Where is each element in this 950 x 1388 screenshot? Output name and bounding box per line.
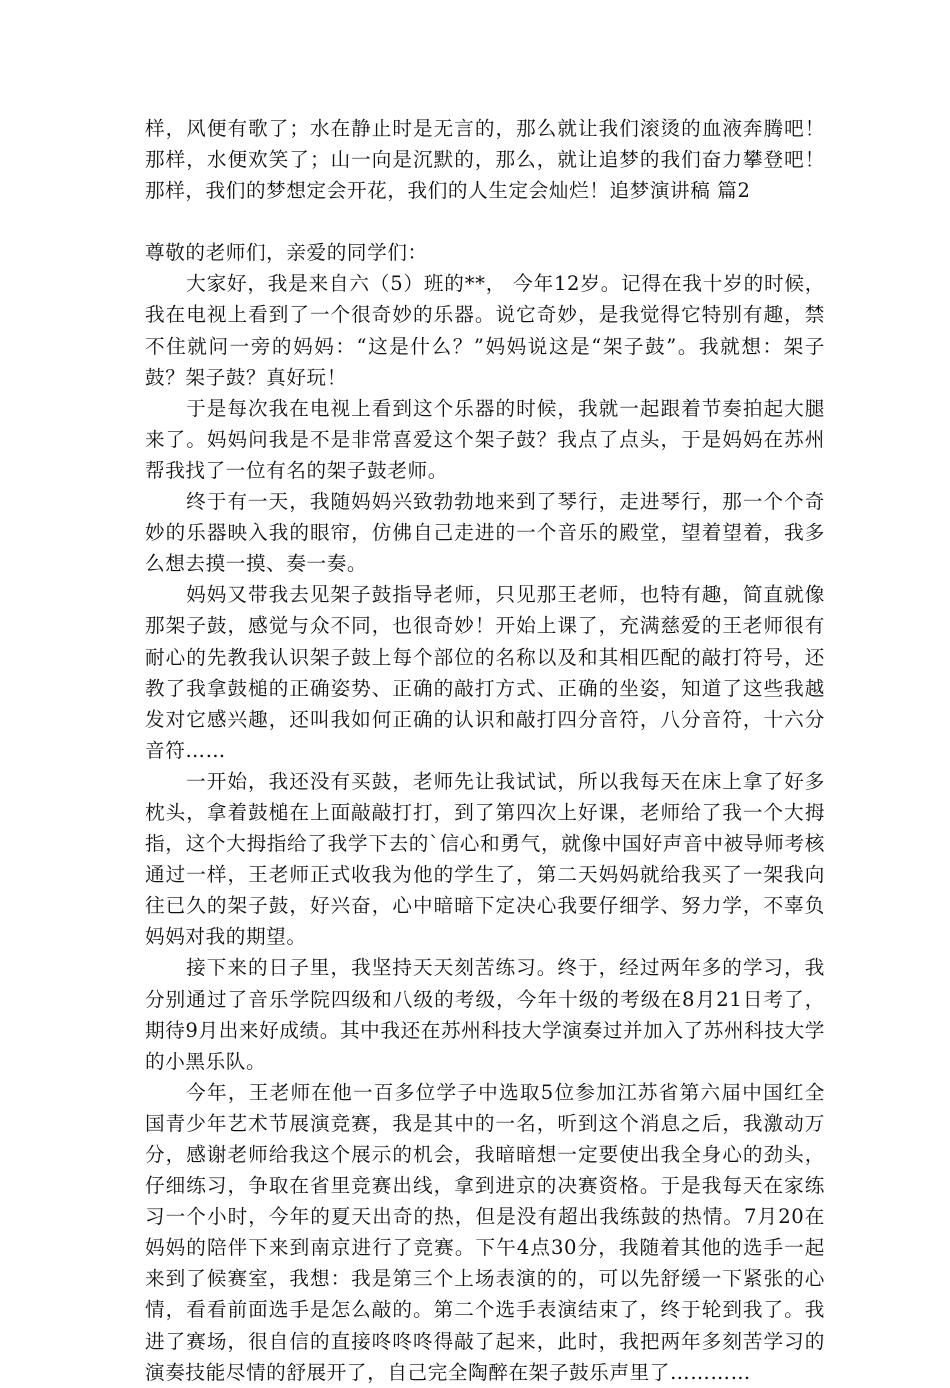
body-paragraph: 终于有一天，我随妈妈兴致勃勃地来到了琴行，走进琴行，那一个个奇妙的乐器映入我的眼帘，仿佛自己走进的一个音乐的殿堂，望着望着，我多么想去摸一摸、奏一奏。 xyxy=(145,490,825,576)
body-paragraph: 今年，王老师在他一百多位学子中选取5位参加江苏省第六届中国红全国青少年艺术节展演竞赛，我是其中的一名，听到这个消息之后，我激动万分，感谢老师给我这个展示的机会，我暗暗想一定要使出我全身心的劲头，仔细练习，争取在省里竞赛出线，拿到进京的决赛资格。于是我每天在家练习一个小时，今年的夏天出奇的热，但是没有超出我练鼓的热情。7月20在妈妈的陪伴下来到南京进行了竞赛。下午4点30分，我随着其他的选手一起来到了候赛室，我想：我是第三个上场表演的的，可以先舒缓一下紧张的心情，看看前面选手是怎么敲的。第二个选手表演结束了，终于轮到我了。我进了赛场，很自信的直接咚咚咚得敲了起来，此时，我把两年多刻苦学习的演奏技能尽情的舒展开了，自己完全陶醉在架子鼓乐声里了………… xyxy=(145,1080,825,1384)
body-paragraph: 一开始，我还没有买鼓，老师先让我试试，所以我每天在床上拿了好多枕头，拿着鼓槌在上面敲敲打打，到了第四次上好课，老师给了我一个大拇指，这个大拇指给了我学下去的`信心和勇气，就像中国好声音中被导师考核通过一样，王老师正式收我为他的学生了，第二天妈妈就给我买了一架我向往已久的架子鼓，好兴奋，心中暗暗下定决心我要仔细学、努力学，不辜负妈妈对我的期望。 xyxy=(145,769,825,949)
body-paragraph: 大家好，我是来自六（5）班的**， 今年12岁。记得在我十岁的时候，我在电视上看到了一个很奇妙的乐器。说它奇妙，是我觉得它特别有趣，禁不住就问一旁的妈妈：“这是什么？”妈妈说这是“架子鼓”。我就想：架子鼓？架子鼓？真好玩！ xyxy=(145,272,825,389)
salutation: 尊敬的老师们，亲爱的同学们： xyxy=(145,241,428,265)
body-paragraph: 妈妈又带我去见架子鼓指导老师，只见那王老师，也特有趣，简直就像那架子鼓，感觉与众不同，也很奇妙！开始上课了，充满慈爱的王老师很有耐心的先教我认识架子鼓上每个部位的名称以及和其相匹配的敲打符号，还教了我拿鼓槌的正确姿势、正确的敲打方式、正确的坐姿，知道了这些我越发对它感兴趣，还叫我如何正确的认识和敲打四分音符，八分音符，十六分音符…… xyxy=(145,583,825,762)
body-paragraph: 接下来的日子里，我坚持天天刻苦练习。终于，经过两年多的学习，我分别通过了音乐学院四级和八级的考级，今年十级的考级在8月21日考了，期待9月出来好成绩。其中我还在苏州科技大学演奏过并加入了苏州科技大学的小黑乐队。 xyxy=(145,956,825,1073)
body-paragraph: 于是每次我在电视上看到这个乐器的时候，我就一起跟着节奏拍起大腿来了。妈妈问我是不是非常喜爱这个架子鼓？我点了点头，于是妈妈在苏州帮我找了一位有名的架子鼓老师。 xyxy=(145,396,825,482)
continuation-paragraph: 样，风便有歌了；水在静止时是无言的，那么就让我们滚烫的血液奔腾吧！那样，水便欢笑了；山一向是沉默的，那么，就让追梦的我们奋力攀登吧！那样，我们的梦想定会开花，我们的人生定会灿烂！追梦演讲稿 篇2 xyxy=(145,117,825,203)
document-body xyxy=(145,113,825,1388)
